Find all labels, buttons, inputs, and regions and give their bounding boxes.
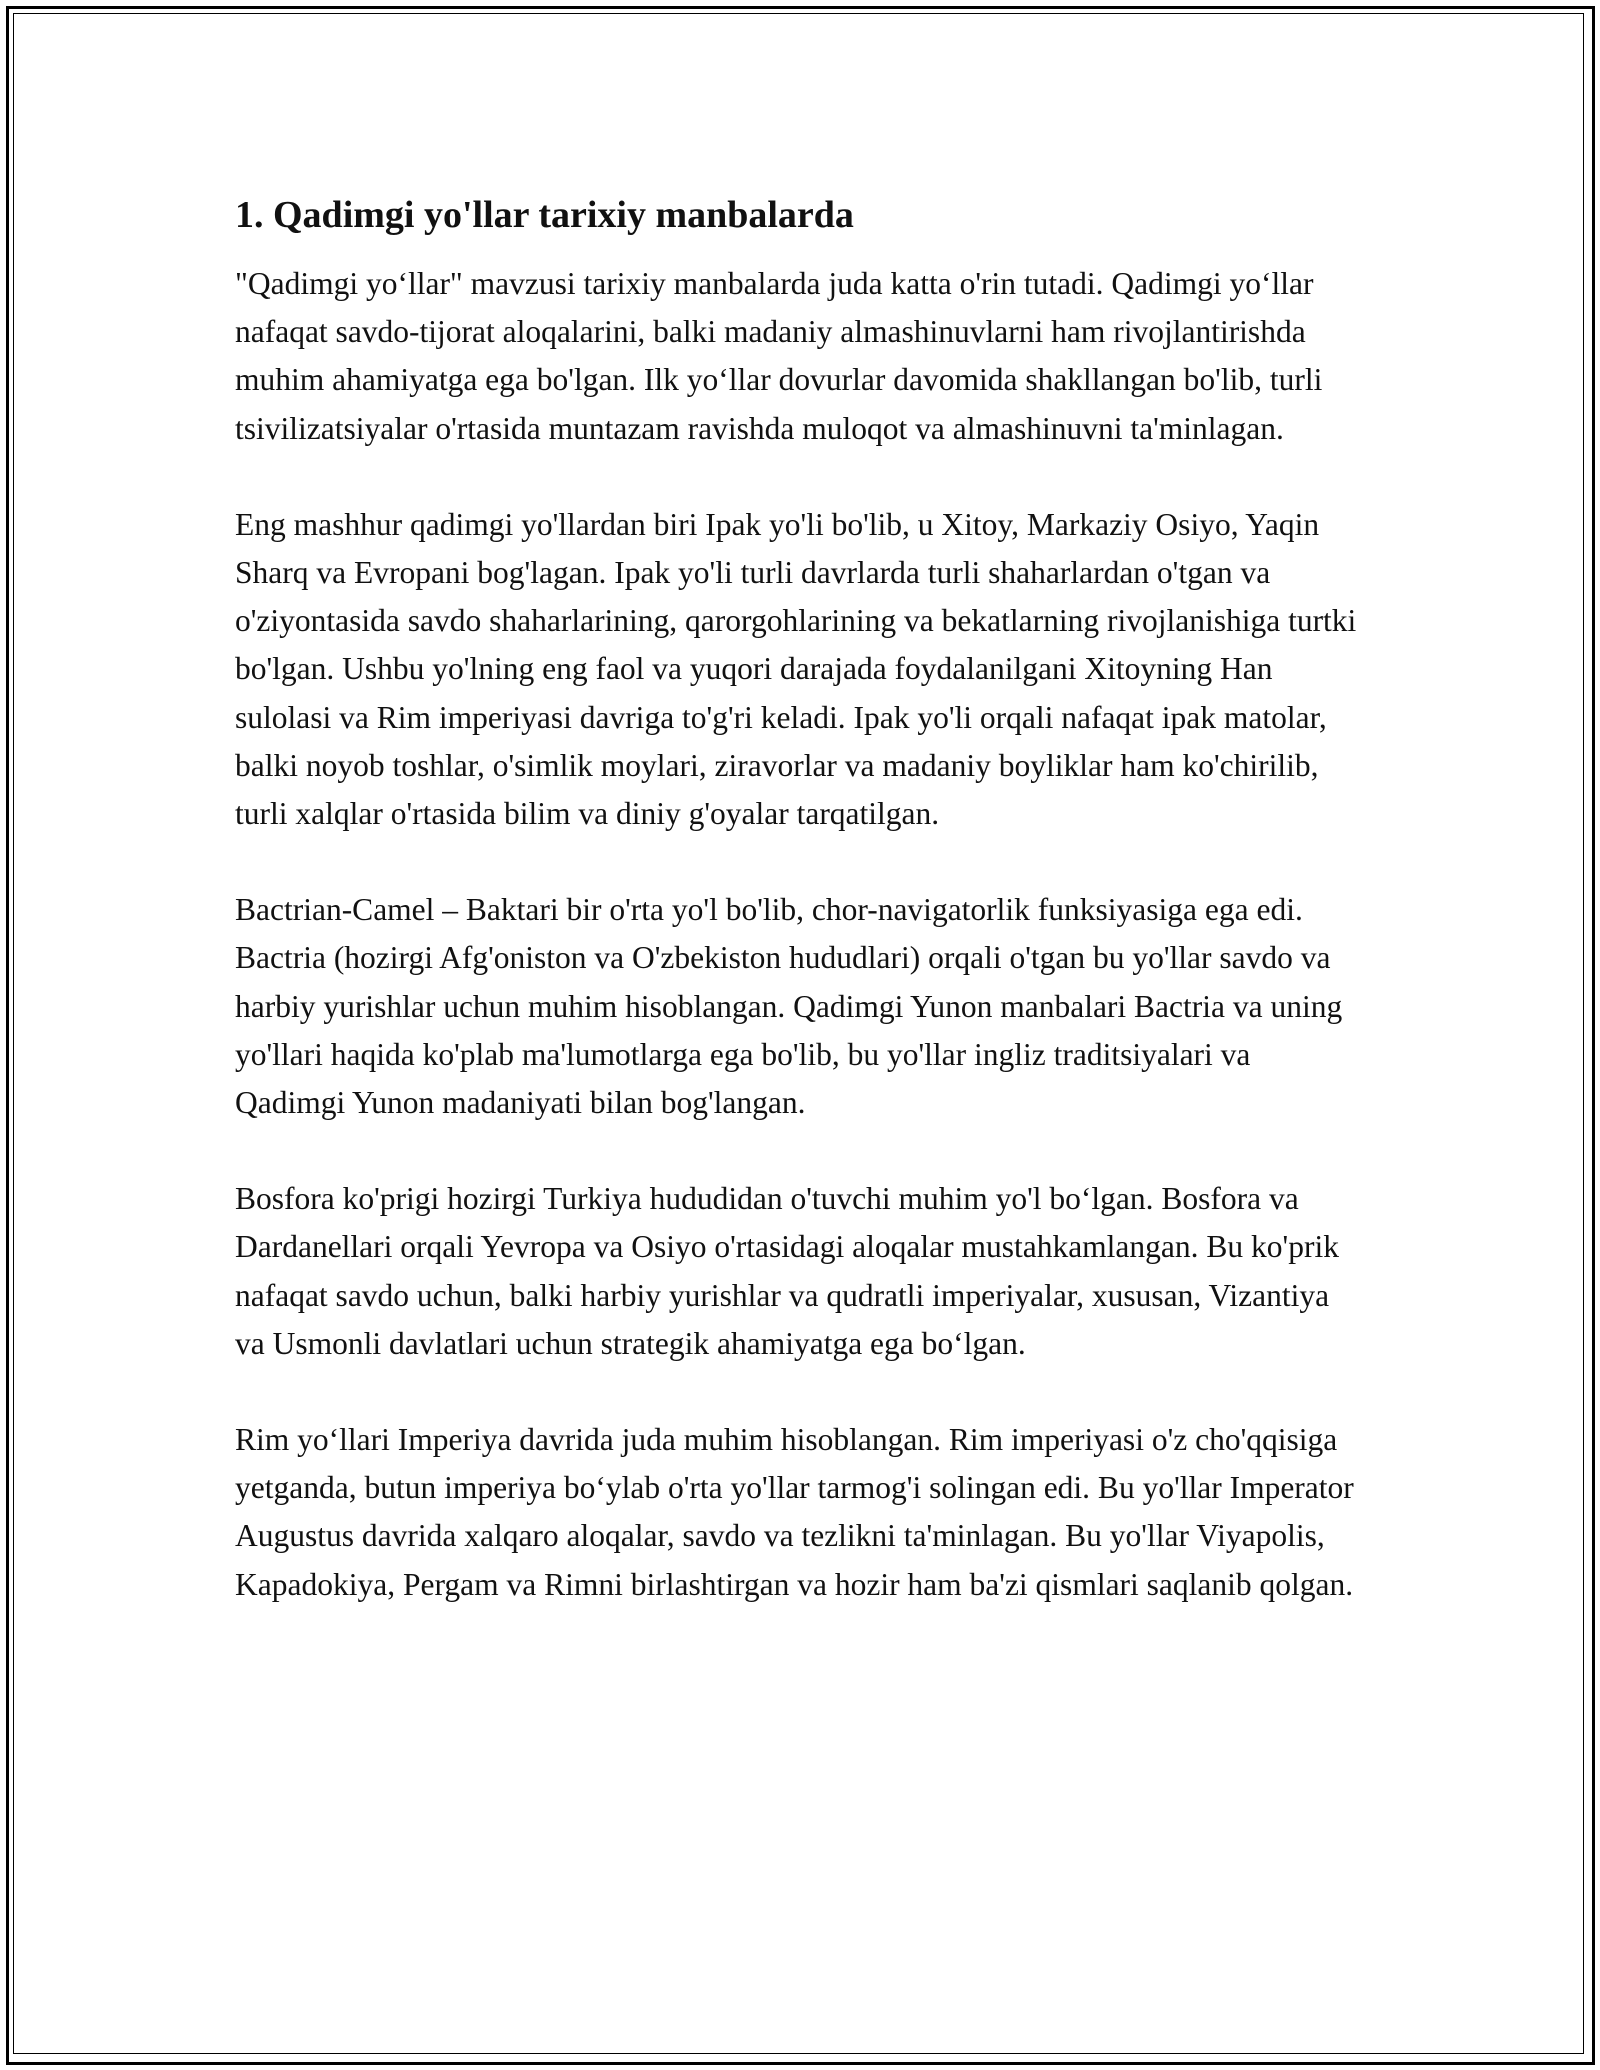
paragraph-silk-road: Eng mashhur qadimgi yo'llardan biri Ipak yo'li bo'lib, u Xitoy, Markaziy Osiyo, Yaqin Sharq va Evropani bog'lagan. Ipak yo'li turli davrlarda turli shaharlardan o'tgan va o'ziyontasida savdo shaharlarining, qarorgohlarining va bekatlarning rivojlanishiga turtki bo'lgan. Ushbu yo'lning eng faol va yuqori darajada foydalanilgani Xitoyning Han sulolasi va Rim imperiyasi davriga to'g'ri keladi. Ipak yo'li orqali nafaqat ipak matolar, balki noyob toshlar, o'simlik moylari, ziravorlar va madaniy boyliklar ham ko'chirilib, turli xalqlar o'rtasida bilim va diniy g'oyalar tarqatilgan. [235,506,1357,832]
paragraph-intro: "Qadimgi yo‘llar" mavzusi tarixiy manbalarda juda katta o'rin tutadi. Qadimgi yo‘llar nafaqat savdo-tijorat aloqalarini, balki madaniy almashinuvlarni ham rivojlantirishda muhim ahamiyatga ega bo'lgan. Ilk yo‘llar dovurlar davomida shakllangan bo'lib, turli tsivilizatsiyalar o'rtasida muntazam ravishda muloqot va almashinuvni ta'minlagan. [235,266,1323,446]
paragraph-bosphorus: Bosfora ko'prigi hozirgi Turkiya hududidan o'tuvchi muhim yo'l bo‘lgan. Bosfora va Dardanellari orqali Yevropa va Osiyo o'rtasidagi aloqalar mustahkamlangan. Bu ko'prik nafaqat savdo uchun, balki harbiy yurishlar va qudratli imperiyalar, xususan, Vizantiya va Usmonli davlatlari uchun strategik ahamiyatga ega bo‘lgan. [235,1181,1339,1361]
paragraph-roman-roads: Rim yo‘llari Imperiya davrida juda muhim hisoblangan. Rim imperiyasi o'z cho'qqisiga yetganda, butun imperiya bo‘ylab o'rta yo'llar tarmog'i solingan edi. Bu yo'llar Imperator Augustus davrida xalqaro aloqalar, savdo va tezlikni ta'minlagan. Bu yo'llar Viyapolis, Kapadokiya, Pergam va Rimni birlashtirgan va hozir ham ba'zi qismlari saqlanib qolgan. [235,1422,1354,1602]
paragraph-bactrian: Bactrian-Camel – Baktari bir o'rta yo'l bo'lib, chor-navigatorlik funksiyasiga ega edi. Bactria (hozirgi Afg'oniston va O'zbekiston hududlari) orqali o'tgan bu yo'llar savdo va harbiy yurishlar uchun muhim hisoblangan. Qadimgi Yunon manbalari Bactria va uning yo'llari haqida ko'plab ma'lumotlarga ega bo'lib, bu yo'llar ingliz traditsiyalari va Qadimgi Yunon madaniyati bilan bog'langan. [235,892,1343,1121]
document-body [235,186,1365,1657]
section-heading: 1. Qadimgi yo'llar tarixiy manbalarda [235,194,854,236]
